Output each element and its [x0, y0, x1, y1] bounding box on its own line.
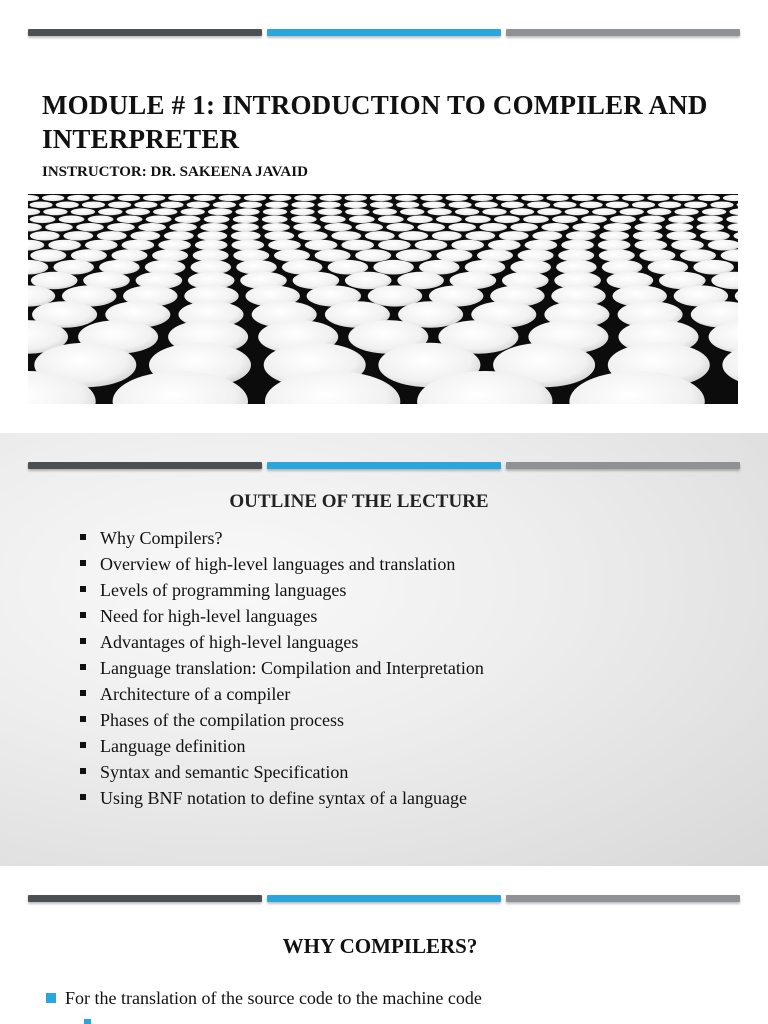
disc-shape	[599, 249, 635, 261]
disc-shape	[488, 240, 521, 251]
disc-shape	[265, 202, 288, 209]
disc-shape	[126, 208, 150, 215]
disc-shape	[420, 195, 442, 201]
disc-shape	[345, 195, 367, 201]
disc-shape	[448, 223, 476, 231]
accent-bar-gray-segment	[506, 29, 740, 36]
disc-shape	[620, 208, 644, 215]
disc-shape	[63, 231, 93, 240]
disc-shape	[622, 195, 644, 201]
disc-shape	[231, 231, 261, 240]
disc-shape	[67, 195, 89, 201]
disc-shape	[680, 249, 716, 261]
disc-shape	[734, 231, 739, 240]
disc-shape	[118, 195, 140, 201]
disc-shape	[231, 223, 259, 231]
disc-shape	[573, 223, 601, 231]
disc-shape	[274, 249, 310, 261]
disc-shape	[422, 202, 445, 209]
disc-shape	[580, 202, 603, 209]
list-item: For the translation of the source code to the machine code	[46, 986, 482, 1010]
disc-shape	[494, 216, 520, 224]
disc-shape	[673, 195, 695, 201]
disc-shape	[204, 216, 230, 224]
disc-shape	[658, 202, 681, 209]
disc-shape	[28, 240, 44, 251]
disc-shape	[635, 240, 668, 251]
disc-shape	[378, 216, 404, 224]
disc-shape	[552, 216, 578, 224]
disc-shape	[475, 202, 498, 209]
disc-shape	[117, 216, 143, 224]
disc-shape	[396, 202, 419, 209]
disc-shape	[28, 195, 39, 201]
square-bullet-icon	[80, 560, 86, 566]
disc-shape	[633, 231, 663, 240]
disc-shape	[341, 240, 374, 251]
disc-shape	[294, 195, 316, 201]
disc-shape	[635, 223, 663, 231]
disc-shape	[427, 208, 451, 215]
slide-outline	[0, 433, 768, 866]
disc-shape	[30, 249, 66, 261]
disc-shape	[521, 195, 543, 201]
disc-shape	[42, 195, 64, 201]
disc-shape	[134, 202, 157, 209]
disc-shape	[606, 202, 629, 209]
disc-shape	[305, 240, 338, 251]
disc-shape	[510, 223, 538, 231]
disc-shape	[477, 249, 513, 261]
list-item: Advantages of high-level languages	[78, 629, 484, 655]
disc-shape	[449, 202, 472, 209]
disc-shape	[318, 208, 342, 215]
outline-heading: OUTLINE OF THE LECTURE	[229, 491, 489, 512]
disc-shape	[98, 208, 122, 215]
disc-shape	[130, 231, 160, 240]
white-discs-pattern-image	[28, 194, 738, 404]
disc-shape	[370, 202, 393, 209]
list-item: Syntax and semantic Specification	[78, 759, 484, 785]
disc-shape	[370, 195, 392, 201]
disc-shape	[604, 223, 632, 231]
disc-shape	[537, 208, 561, 215]
disc-shape	[122, 240, 155, 251]
accent-bar	[28, 29, 740, 37]
disc-shape	[697, 223, 725, 231]
disc-shape	[164, 231, 194, 240]
disc-shape	[244, 195, 266, 201]
disc-shape	[697, 216, 723, 224]
accent-bar-blue-segment	[267, 29, 501, 36]
disc-shape	[471, 195, 493, 201]
square-bullet-icon	[80, 690, 86, 696]
disc-shape	[729, 208, 738, 215]
disc-shape	[158, 240, 191, 251]
disc-shape	[146, 216, 172, 224]
disc-shape	[666, 223, 694, 231]
disc-shape	[527, 202, 550, 209]
disc-shape	[541, 223, 569, 231]
disc-shape	[355, 249, 391, 261]
disc-shape	[398, 231, 428, 240]
disc-shape	[187, 202, 210, 209]
accent-bar-dark-segment	[28, 462, 262, 469]
disc-shape	[153, 208, 177, 215]
disc-shape	[262, 216, 288, 224]
square-bullet-icon	[80, 664, 86, 670]
list-item: Phases of the compilation process	[78, 707, 484, 733]
disc-shape	[219, 195, 241, 201]
disc-shape	[417, 223, 445, 231]
list-item: Levels of programming languages	[78, 577, 484, 603]
accent-bar-blue-segment	[267, 462, 501, 469]
disc-shape	[499, 231, 529, 240]
disc-shape	[671, 240, 704, 251]
disc-shape	[43, 208, 67, 215]
disc-shape	[28, 223, 42, 231]
square-bullet-icon	[80, 638, 86, 644]
disc-shape	[168, 195, 190, 201]
disc-shape	[88, 216, 114, 224]
disc-shape	[415, 240, 448, 251]
square-bullet-icon	[80, 716, 86, 722]
disc-shape	[565, 208, 589, 215]
disc-shape	[48, 240, 81, 251]
disc-shape	[465, 231, 495, 240]
list-item: Using BNF notation to define syntax of a language	[78, 785, 484, 811]
disc-shape	[572, 195, 594, 201]
disc-shape	[668, 216, 694, 224]
list-item: Language translation: Compilation and Interpretation	[78, 655, 484, 681]
disc-shape	[262, 223, 290, 231]
disc-shape	[200, 223, 228, 231]
square-bullet-icon	[46, 993, 56, 1003]
disc-shape	[386, 223, 414, 231]
disc-shape	[373, 260, 414, 275]
disc-shape	[566, 231, 596, 240]
disc-shape	[76, 223, 104, 231]
disc-shape	[138, 223, 166, 231]
square-bullet-icon	[80, 612, 86, 618]
disc-shape	[684, 202, 707, 209]
disc-shape	[455, 208, 479, 215]
disc-shape	[208, 208, 232, 215]
disc-shape	[726, 216, 738, 224]
disc-shape	[400, 208, 424, 215]
square-bullet-icon	[80, 586, 86, 592]
disc-shape	[436, 249, 472, 261]
disc-shape	[143, 195, 165, 201]
disc-shape	[193, 249, 229, 261]
disc-shape	[553, 202, 576, 209]
disc-shape	[71, 249, 107, 261]
disc-shape	[395, 195, 417, 201]
square-bullet-icon	[80, 794, 86, 800]
disc-shape	[708, 240, 738, 251]
disc-shape	[599, 231, 629, 240]
disc-shape	[721, 249, 738, 261]
disc-shape	[82, 202, 105, 209]
disc-shape	[112, 249, 148, 261]
slide-why-compilers	[0, 866, 768, 1024]
outline-list	[78, 525, 484, 811]
disc-shape	[436, 216, 462, 224]
disc-shape	[546, 195, 568, 201]
list-item: Overview of high-level languages and translation	[78, 551, 484, 577]
disc-shape	[195, 240, 228, 251]
disc-shape	[152, 249, 188, 261]
disc-shape	[647, 208, 671, 215]
disc-shape	[592, 208, 616, 215]
disc-shape	[85, 240, 118, 251]
disc-shape	[160, 202, 183, 209]
disc-shape	[319, 195, 341, 201]
disc-shape	[581, 216, 607, 224]
disc-shape	[510, 208, 534, 215]
disc-shape	[28, 208, 40, 215]
disc-shape	[291, 216, 317, 224]
disc-shape	[378, 240, 411, 251]
accent-bar	[28, 895, 740, 903]
disc-shape	[59, 216, 85, 224]
disc-shape	[30, 202, 53, 209]
disc-shape	[93, 195, 115, 201]
disc-shape	[213, 202, 236, 209]
disc-shape	[232, 240, 265, 251]
instructor-subtitle: INSTRUCTOR: DR. SAKEENA JAVAID	[42, 164, 308, 180]
disc-shape	[239, 202, 262, 209]
disc-shape	[451, 240, 484, 251]
disc-shape	[197, 231, 227, 240]
disc-shape	[523, 216, 549, 224]
slide-title	[0, 0, 768, 433]
disc-shape	[169, 223, 197, 231]
disc-shape	[175, 216, 201, 224]
disc-shape	[532, 231, 562, 240]
disc-shape	[496, 195, 518, 201]
accent-bar-gray-segment	[506, 895, 740, 902]
disc-shape	[482, 208, 506, 215]
disc-shape	[30, 231, 60, 240]
disc-shape	[407, 216, 433, 224]
disc-shape	[344, 202, 367, 209]
disc-shape	[597, 195, 619, 201]
disc-shape	[465, 216, 491, 224]
disc-shape	[561, 240, 594, 251]
list-item-sub	[84, 1015, 99, 1024]
disc-shape	[674, 208, 698, 215]
disc-shape	[193, 195, 215, 201]
accent-bar-gray-segment	[506, 462, 740, 469]
disc-shape	[181, 208, 205, 215]
disc-shape	[269, 195, 291, 201]
disc-shape	[233, 216, 259, 224]
disc-shape	[290, 208, 314, 215]
disc-shape	[291, 202, 314, 209]
slide-title-heading: MODULE # 1: INTRODUCTION TO COMPILER AND INTERPRETER	[42, 90, 708, 154]
disc-shape	[268, 240, 301, 251]
disc-shape	[698, 195, 720, 201]
disc-shape	[331, 231, 361, 240]
why-compilers-heading: WHY COMPILERS?	[282, 934, 478, 958]
disc-shape	[235, 208, 259, 215]
list-item: Language definition	[78, 733, 484, 759]
list-item: Architecture of a compiler	[78, 681, 484, 707]
disc-shape	[355, 223, 383, 231]
disc-shape	[45, 223, 73, 231]
accent-bar-blue-segment	[267, 895, 501, 902]
disc-shape	[108, 202, 131, 209]
list-item: Why Compilers?	[78, 525, 484, 551]
disc-shape	[349, 216, 375, 224]
disc-shape	[373, 208, 397, 215]
disc-shape	[710, 202, 733, 209]
disc-shape	[233, 249, 269, 261]
accent-bar-dark-segment	[28, 895, 262, 902]
list-item: Need for high-level languages	[78, 603, 484, 629]
disc-shape	[723, 195, 738, 201]
disc-shape	[298, 231, 328, 240]
disc-shape	[446, 195, 468, 201]
disc-shape	[558, 249, 594, 261]
disc-shape	[639, 216, 665, 224]
disc-shape	[264, 231, 294, 240]
disc-shape	[479, 223, 507, 231]
disc-shape	[318, 202, 341, 209]
disc-shape	[610, 216, 636, 224]
disc-shape	[518, 249, 554, 261]
disc-shape	[667, 231, 697, 240]
accent-bar	[28, 462, 740, 470]
disc-shape	[320, 216, 346, 224]
disc-shape	[107, 223, 135, 231]
disc-shape	[315, 249, 351, 261]
disc-shape	[647, 195, 669, 201]
disc-shape	[639, 249, 675, 261]
disc-shape	[293, 223, 321, 231]
disc-shape	[365, 231, 395, 240]
disc-shape	[432, 231, 462, 240]
disc-shape	[97, 231, 127, 240]
disc-shape	[30, 216, 56, 224]
disc-shape	[525, 240, 558, 251]
accent-bar-dark-segment	[28, 29, 262, 36]
disc-shape	[28, 260, 48, 275]
disc-shape	[324, 223, 352, 231]
disc-shape	[702, 208, 726, 215]
square-bullet-icon	[80, 534, 86, 540]
disc-shape	[598, 240, 631, 251]
disc-shape	[56, 202, 79, 209]
disc-shape	[71, 208, 95, 215]
disc-shape	[728, 223, 739, 231]
disc-shape	[501, 202, 524, 209]
disc-shape	[632, 202, 655, 209]
square-bullet-icon	[84, 1019, 91, 1024]
disc-shape	[737, 202, 738, 209]
disc-shape	[263, 208, 287, 215]
square-bullet-icon	[80, 742, 86, 748]
disc-shape	[396, 249, 432, 261]
disc-shape	[345, 208, 369, 215]
disc-shape	[700, 231, 730, 240]
square-bullet-icon	[80, 768, 86, 774]
